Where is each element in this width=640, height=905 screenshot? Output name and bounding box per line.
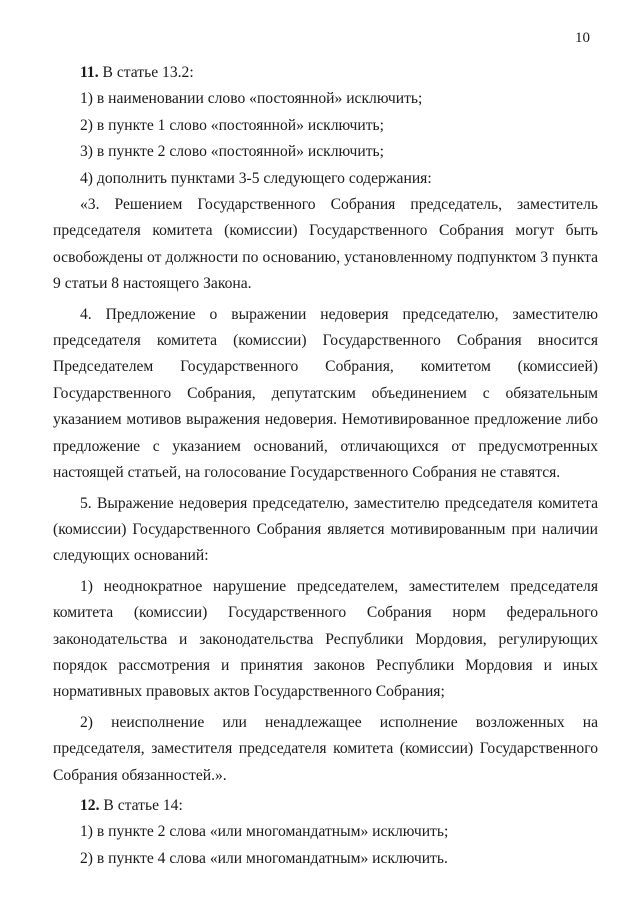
paragraph-5: 5. Выражение недоверия председателю, заместителю председателя комитета (комиссии) Государственного Собрания является мотивированным при наличии следующих оснований:	[53, 494, 598, 565]
paragraph-3: «3. Решением Государственного Собрания председатель, заместитель председателя комитета (комиссии) Государственного Собрания могут быть освобождены от должности по основанию, установленному подпунктом 3 пункта 9 статьи 8 настоящего Закона.	[53, 196, 598, 293]
paragraph-5-item-1: 1) неоднократное нарушение председателем, заместителем председателя комитета (комиссии) Государственного Собрания норм федерального законодательства и законодательства Республики Мордовия, регулирующих порядок рассмотрения и принятия законов Республики Мордовия и иных нормативных правовых актов Государственного Собрания;	[53, 577, 598, 701]
section-11-item-4: 4) дополнить пунктами 3-5 следующего содержания:	[80, 169, 432, 187]
section-11-item-3: 3) в пункте 2 слово «постоянной» исключить;	[80, 143, 384, 161]
section-12-item-2: 2) в пункте 4 слова «или многомандатным» исключить.	[80, 849, 448, 867]
section-12-number: 12.	[80, 796, 100, 814]
section-11-heading	[53, 60, 598, 86]
page-number: 10	[575, 30, 590, 46]
document-body	[53, 60, 598, 872]
paragraph-5-item-2: 2) неисполнение или ненадлежащее исполнение возложенных на председателя, заместителя председателя комитета (комиссии) Государственного Собрания обязанностей.».	[53, 713, 598, 784]
paragraph-4: 4. Предложение о выражении недоверия председателю, заместителю председателя комитета (комиссии) Государственного Собрания вносится Председателем Государственного Собрания, комитетом (комиссией) Государственного Собрания, депутатским объединением с обязательным указанием мотивов выражения недоверия. Немотивированное предложение либо предложение с указанием оснований, отличающихся от предусмотренных настоящей статьей, на голосование Государственного Собрания не ставятся.	[53, 305, 598, 482]
section-12-heading	[53, 793, 598, 819]
section-12-item-1: 1) в пункте 2 слова «или многомандатным» исключить;	[80, 823, 449, 841]
section-11-number: 11.	[80, 64, 99, 81]
section-11-title: В статье 13.2:	[98, 64, 194, 81]
section-11-item-1: 1) в наименовании слово «постоянной» исключить;	[80, 90, 423, 108]
section-12-title: В статье 14:	[99, 796, 183, 814]
section-11-item-2: 2) в пункте 1 слово «постоянной» исключить;	[80, 116, 384, 134]
